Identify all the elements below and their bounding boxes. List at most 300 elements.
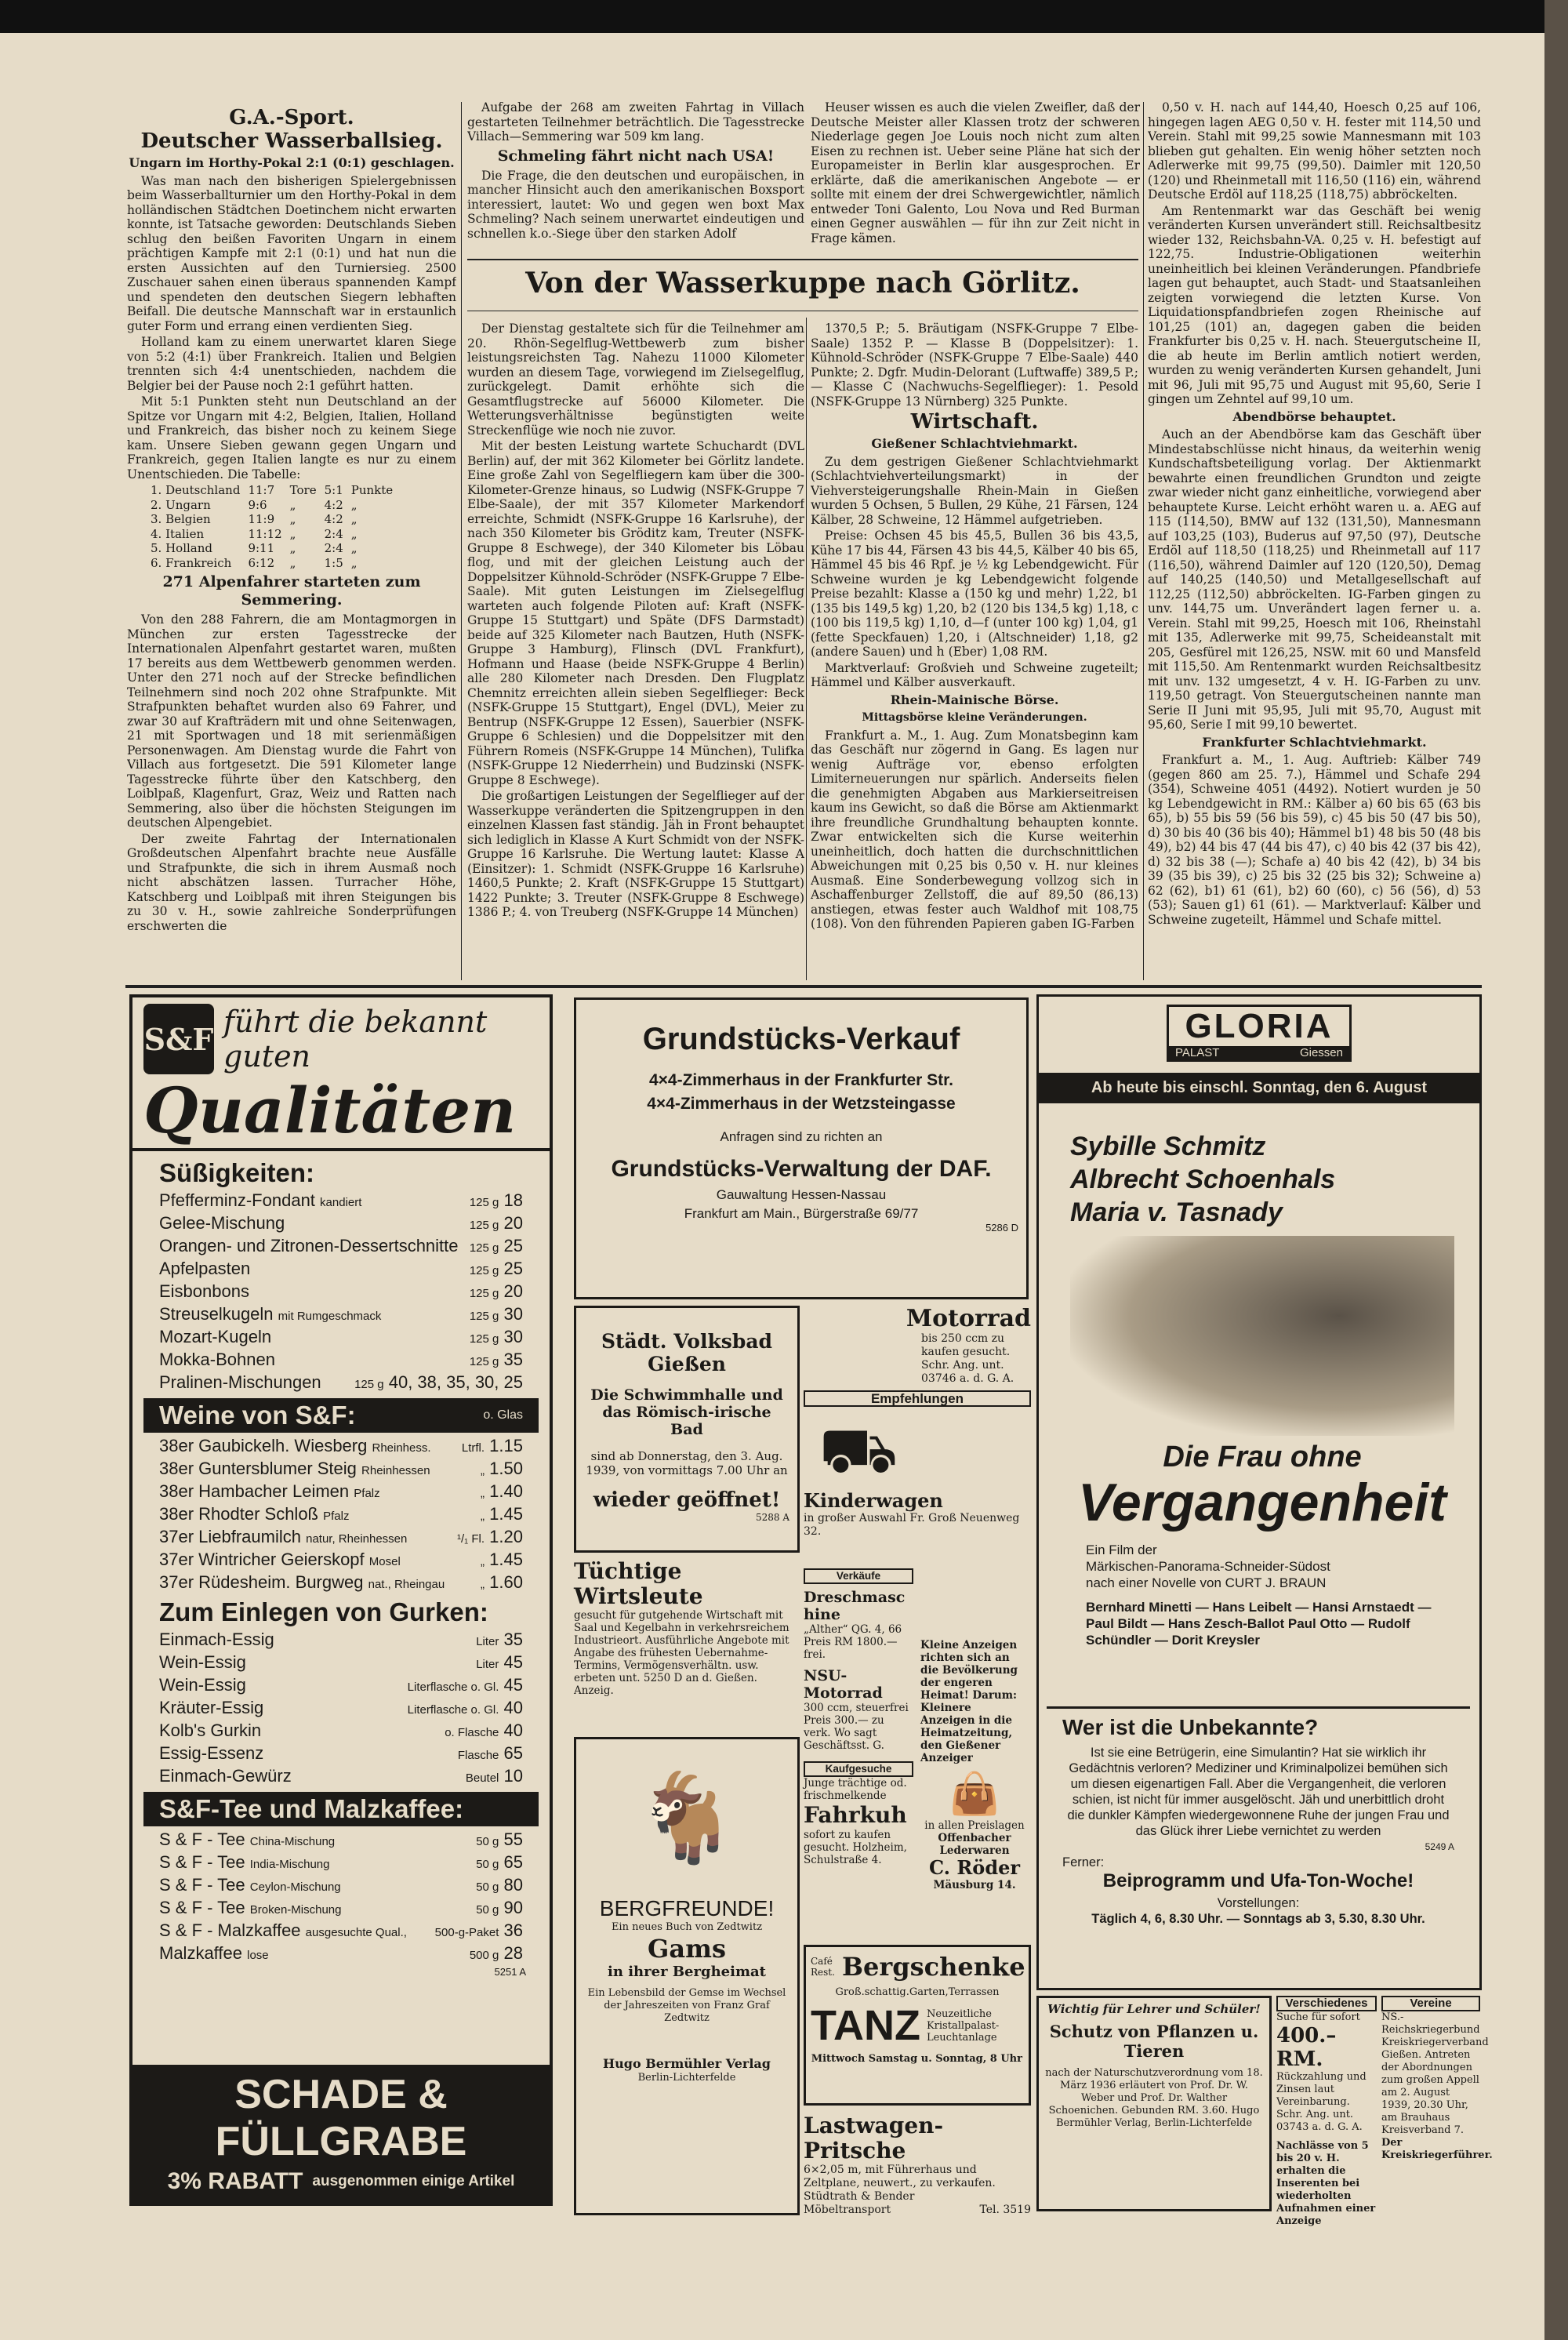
item-unit: 125 g bbox=[469, 1219, 499, 1232]
showtimes: Täglich 4, 6, 8.30 Uhr. — Sonntags ab 3, 5.30, 8.30 Uhr. bbox=[1091, 1912, 1425, 1926]
table-cell: 2. Ungarn bbox=[151, 497, 211, 512]
ad-text: Mäusburg 14. bbox=[933, 1879, 1016, 1891]
ad-text: PALAST bbox=[1175, 1046, 1220, 1059]
sport-column bbox=[127, 106, 456, 980]
item-price: 18 bbox=[503, 1190, 523, 1210]
table-cell: „ bbox=[350, 555, 358, 570]
item-name: Streuselkugeln bbox=[159, 1304, 274, 1324]
ad-lastwagen bbox=[804, 2113, 1031, 2217]
item-price: 40, 38, 35, 30, 25 bbox=[388, 1372, 523, 1392]
price-list bbox=[132, 1156, 550, 1966]
item-note: mit Rumgeschmack bbox=[278, 1310, 382, 1323]
ad-text: 300 ccm, steuerfrei Preis 300.— zu verk. Wo sagt Geschäftsst. G. bbox=[804, 1702, 909, 1752]
item-name: Gelee-Mischung bbox=[159, 1213, 285, 1233]
item-price: 20 bbox=[503, 1213, 523, 1233]
subheadline: Abendbörse behauptet. bbox=[1232, 409, 1396, 424]
item-name: Kolb's Gurkin bbox=[159, 1720, 262, 1740]
section-note: o. Glas bbox=[483, 1408, 523, 1422]
table-cell: Tore bbox=[289, 483, 317, 497]
table-cell: „ bbox=[350, 541, 358, 555]
paragraph: 1370,5 P.; 5. Bräutigam (NSFK-Gruppe 7 Elbe-Saale) 1352 P. — Klasse B (Doppelsitzer): 1. Kühnold-Schröder (NSFK-Gruppe 7 Elbe-Saale) 440 Punkte; 2. Dgfr. Mudin-Delorant (Luftwaffe) 389,5 P.; — Klasse C (Nachwuchs-Segelflieger): 1. Pesold (NSFK-Gruppe 13 Nürnberg) 325 Punkte. bbox=[811, 322, 1138, 409]
item-unit: 500 g bbox=[469, 1949, 499, 1962]
headline-gliding: Von der Wasserkuppe nach Görlitz. bbox=[525, 267, 1080, 300]
ad-text: Möbeltransport bbox=[804, 2204, 891, 2216]
ad-line: Anfragen sind zu richten an bbox=[720, 1129, 883, 1144]
ad-text: Rückzahlung und Zinsen laut Vereinbarung. Schr. Ang. unt. 03743 a. d. G. A. bbox=[1276, 2071, 1367, 2133]
ad-text: Ein Lebensbild der Gemse im Wechsel der Jahreszeiten von Franz Graf Zedtwitz bbox=[587, 1987, 786, 2024]
item-price: 65 bbox=[503, 1852, 523, 1872]
discount-note: ausgenommen einige Artikel bbox=[312, 2173, 515, 2189]
item-unit: 125 g bbox=[469, 1332, 499, 1346]
ad-line: 4×4-Zimmerhaus in der Frankfurter Str. bbox=[648, 1071, 954, 1089]
ad-text: bis 250 ccm zu kaufen gesucht. Schr. Ang. unt. 03746 a. d. G. A. bbox=[921, 1332, 1014, 1385]
paragraph: Der zweite Fahrtag der Internationalen Großdeutschen Alpenfahrt brachte neue Ausfälle und Strafpunkte, die sich in ihrem Ausmaß noch nicht abschätzen lassen. Turracher Höhe, Katschberg und Loiblpaß mit ihren Steigungen bis zu 30 v. H., sowie zahlreiche Sonderprüfungen erschwerten die bbox=[127, 831, 456, 933]
ad-text: Ferner: bbox=[1062, 1855, 1105, 1869]
ad-text: Nachlässe von 5 bis 20 v. H. erhalten die Inserenten bei wiederholten Aufnahmen einer Anzeige bbox=[1276, 2140, 1376, 2227]
item-name: Pralinen-Mischungen bbox=[159, 1372, 321, 1392]
sf-logo: S&F bbox=[143, 1004, 214, 1074]
item-name: 38er Gaubickelh. Wiesberg bbox=[159, 1436, 368, 1455]
economy-column bbox=[811, 322, 1138, 980]
rubric-label: Empfehlungen bbox=[804, 1390, 1031, 1407]
ad-text: in allen Preislagen bbox=[924, 1819, 1025, 1832]
ad-code: 5251 A bbox=[494, 1966, 526, 1978]
ad-title: Städt. Volksbad Gießen bbox=[601, 1330, 773, 1375]
economy-column-2 bbox=[1148, 100, 1481, 980]
item-unit: o. Flasche bbox=[445, 1726, 499, 1739]
paragraph: Was man nach den bisherigen Spielergebnissen beim Wasserballturnier um den Horthy-Pokal in dem holländischen Städtchen Doetinchem nicht erwarten konnte, ist Tatsache geworden: Deutschlands Sieben schlug den beißen Favoriten Ungarn in einem prächtigen Kampfe mit 2:1 (0:1) und hat nun die ersten Aussichten auf den Turniersieg. 2500 Zuschauer sahen einen überaus spannenden Kampf und spendeten den deutschen Siegern lebhaften Beifall. Die deutsche Mannschaft war in erstaunlich guter Form und errang einen verdienten Sieg. bbox=[127, 173, 456, 333]
ad-text: Groß.schattig.Garten,Terrassen bbox=[835, 1986, 1000, 1998]
item-name: 37er Wintricher Geierskopf bbox=[159, 1550, 365, 1569]
sport-continued bbox=[467, 100, 804, 253]
item-price: 25 bbox=[503, 1236, 523, 1255]
ad-text: Ein Film der bbox=[1086, 1542, 1157, 1557]
table-cell: 6. Frankreich bbox=[151, 555, 232, 570]
table-cell: „ bbox=[289, 497, 296, 512]
item-price: 30 bbox=[503, 1304, 523, 1324]
discount: 3% RABATT bbox=[167, 2168, 303, 2194]
supporting-program: Beiprogramm und Ufa-Ton-Woche! bbox=[1102, 1870, 1414, 1891]
ad-code: 5286 D bbox=[985, 1222, 1018, 1234]
rubric-label: Verkäufe bbox=[804, 1568, 913, 1584]
price-row bbox=[132, 1720, 550, 1743]
price-section-title bbox=[132, 1595, 550, 1630]
pram-illustration: ⛟ bbox=[818, 1414, 898, 1487]
price-row bbox=[132, 1504, 550, 1527]
price-row bbox=[132, 1304, 550, 1327]
price-row bbox=[132, 1190, 550, 1213]
price-row bbox=[132, 1743, 550, 1766]
section-title: Zum Einlegen von Gurken: bbox=[159, 1597, 488, 1626]
paragraph: Der Dienstag gestaltete sich für die Teilnehmer am 20. Rhön-Segelflug-Wettbewerb zum bisher leistungsreichsten Tag. Nahezu 11000 Kilometer wurden an diesem Tage, vorwiegend im Zielsegelflug, zurückgelegt. Damit erhöhte sich die Gesamtflugstrecke auf 56000 Kilometer. Die Wetterungsverhältnisse begünstigten weite Streckenflüge wie noch nie zuvor. bbox=[467, 322, 804, 438]
item-unit: „ bbox=[481, 1487, 485, 1500]
table-cell: 1. Deutschland bbox=[151, 483, 241, 497]
item-price: 1.45 bbox=[489, 1550, 523, 1569]
price-row bbox=[132, 1327, 550, 1350]
item-unit: 50 g bbox=[476, 1903, 499, 1917]
item-name: 38er Rhodter Schloß bbox=[159, 1504, 318, 1524]
price-row bbox=[132, 1898, 550, 1920]
table-cell: 4:2 bbox=[324, 512, 343, 526]
item-note: Rheinhessen bbox=[361, 1464, 430, 1477]
ad-text: Vorstellungen: bbox=[1217, 1896, 1300, 1910]
ad-text: Café Rest. bbox=[811, 1956, 835, 1978]
table-cell: Punkte bbox=[350, 483, 394, 497]
headline: 271 Alpenfahrer starteten zum Semmering. bbox=[162, 573, 421, 609]
paragraph: Holland kam zu einem unerwartet klaren Siege von 5:2 (4:1) über Frankreich. Italien und Belgien trennten sich 4:4 unentschieden, nachdem die Belgier bei der Pause noch 2:1 geführt hatten. bbox=[127, 335, 456, 393]
headline: Schmeling fährt nicht nach USA! bbox=[497, 147, 775, 165]
table-cell: 5. Holland bbox=[151, 541, 212, 555]
ad-title: C. Röder bbox=[928, 1856, 1021, 1879]
item-unit: 125 g bbox=[469, 1264, 499, 1277]
ad-line: Frankfurt am Main., Bürgerstraße 69/77 bbox=[684, 1206, 919, 1221]
item-unit: „ bbox=[481, 1464, 485, 1477]
ad-line: Die Schwimmhalle und das Römisch-irische Bad bbox=[590, 1386, 783, 1438]
ad-text: Kleine Anzeigen richten sich an die Bevölkerung der engeren Heimat! Darum: Kleinere Anzeigen in die Heimatzeitung, den Gießener Anzeiger bbox=[920, 1639, 1018, 1764]
item-price: 20 bbox=[503, 1281, 523, 1301]
item-price: 55 bbox=[503, 1829, 523, 1849]
section-kicker: G.A.-Sport. bbox=[229, 106, 354, 129]
price-row bbox=[132, 1459, 550, 1481]
ad-text: Der Kreiskriegerführer. bbox=[1381, 2137, 1493, 2161]
ad-title: Offenbacher Lederwaren bbox=[938, 1832, 1011, 1857]
ad-volksbad bbox=[574, 1306, 800, 1553]
paragraph: Frankfurt a. M., 1. Aug. Zum Monatsbeginn kam das Geschäft nur zögernd in Gang. Es lagen nur wenig Aufträge vor, ebenso erfolgten Limiterneuerungen nur spärlich. Anderseits fielen die genehmigten Abgaben aus Markierseitreisen kaum ins Gewicht, so daß die Börse am Aktienmarkt ihre freundliche Grundhaltung behaupten konnte. Zwar entwickelten sich die Kurse weiterhin uneinheitlich, doch hatten die durchschnittlichen Abweichungen mit 0,25 bis 0,50 v. H. nur kleines Ausmaß. Eine Sonderbewegung vollzog sich in Aschaffenburger Zellstoff, die auf 89,50 (86,13) anstiegen, etwas fester auch Waldhof mit 108,75 (108). Von den führenden Papieren gaben IG-Farben bbox=[811, 728, 1138, 931]
rubric-label: Vereine bbox=[1381, 1996, 1480, 2011]
publisher: Hugo Bermühler Verlag bbox=[603, 2056, 771, 2071]
sport-continued-2 bbox=[811, 100, 1140, 253]
item-note: India-Mischung bbox=[249, 1858, 330, 1871]
item-unit: 125 g bbox=[469, 1287, 499, 1300]
price-section-title bbox=[143, 1792, 539, 1826]
small-ads-column bbox=[804, 1306, 1031, 1539]
price-row bbox=[132, 1527, 550, 1550]
item-price: 25 bbox=[503, 1259, 523, 1278]
item-unit: ¹/₁ Fl. bbox=[456, 1532, 485, 1546]
item-price: 35 bbox=[503, 1630, 523, 1649]
small-ads-right bbox=[920, 1639, 1029, 1891]
table-cell: 1:5 bbox=[324, 555, 343, 570]
item-unit: „ bbox=[481, 1555, 485, 1568]
item-name: Kräuter-Essig bbox=[159, 1698, 264, 1717]
ad-text: Giessen bbox=[1299, 1046, 1343, 1059]
ad-title: BERGFREUNDE! bbox=[599, 1896, 775, 1920]
section-title: Weine von S&F: bbox=[159, 1401, 356, 1430]
ad-grundstuecks-verkauf bbox=[574, 997, 1029, 1299]
tagline: Wer ist die Unbekannte? bbox=[1062, 1715, 1319, 1739]
standings-table bbox=[151, 483, 401, 570]
table-cell: 5:1 bbox=[324, 483, 343, 497]
paragraph: Aufgabe der 268 am zweiten Fahrtag in Villach gestarteten Teilnehmer beträchtlich. Die Tagesstrecke Villach—Semmering war 509 km lang. bbox=[467, 100, 804, 144]
star-name: Maria v. Tasnady bbox=[1070, 1197, 1283, 1227]
price-row bbox=[132, 1572, 550, 1595]
table-cell: 11:12 bbox=[248, 526, 282, 541]
cast-list: Bernhard Minetti — Hans Leibelt — Hansi Arnstaedt — Paul Bildt — Hans Zesch-Ballot Paul Otto — Rudolf Schündler — Dorit Kreysler bbox=[1086, 1600, 1432, 1648]
price-row bbox=[132, 1350, 550, 1372]
paragraph: Frankfurt a. M., 1. Aug. Auftrieb: Kälber 749 (gegen 860 am 25. 7.), Hämmel und Schafe 294 (354), Schweine 4051 (4492). Notiert wurden je 50 kg Lebendgewicht in RM.: Kälber a) 60 bis 65 (63 bis 65), b) 55 bis 59 (56 bis 59), c) 45 bis 50 (47 bis 50), d) 30 bis 40 (36 bis 40); Hämmel b1) 48 bis 50 (48 bis 49), b2) 44 bis 47 (44 bis 47), c) 40 bis 42 (37 bis 42), d) 32 bis 38 (—); Schafe a) 40 bis 42 (42), b) 34 bis 39 (35 bis 39), c) 25 bis 32 (25 bis 32); Schweine a) 62 (62), b1) 61 (61), b2) 60 (60), c) 56 (56), d) 53 (53); Sauen g1) 61 (61). — Marktverlauf: Kälber und Schweine zugeteilt, Hämmel und Schafe mittel. bbox=[1148, 753, 1481, 927]
item-name: S & F - Tee bbox=[159, 1898, 245, 1917]
ad-text: NS.-Reichskriegerbund Kreiskriegerverband Gießen. Antreten der Abordnungen zum großen Appell am 2. August 1939, 20.30 Uhr, am Brauhaus Kreisverband 7. bbox=[1381, 2011, 1489, 2136]
item-note: Rheinhess. bbox=[372, 1441, 431, 1455]
ad-tagline: führt die bekannt guten bbox=[223, 1005, 488, 1074]
ad-pflanzen-buch bbox=[1036, 1996, 1272, 2211]
ad-text: Märkischen-Panorama-Schneider-Südost bbox=[1086, 1559, 1330, 1574]
item-name: Wein-Essig bbox=[159, 1675, 246, 1695]
item-name: S & F - Tee bbox=[159, 1875, 245, 1895]
table-cell: „ bbox=[350, 512, 358, 526]
ad-text: nach der Naturschutzverordnung vom 18. März 1936 erläutert von Prof. Dr. W. Weber und Prof. Dr. Walther Schoenichen. Gebunden RM. 3.60. Hugo Bermühler Verlag, Berlin-Lichterfelde bbox=[1045, 2067, 1263, 2129]
ad-title: Tüchtige Wirtsleute bbox=[574, 1558, 703, 1609]
item-price: 36 bbox=[503, 1920, 523, 1940]
item-name: 37er Liebfraumilch bbox=[159, 1527, 301, 1546]
book-subtitle: in ihrer Bergheimat bbox=[608, 1964, 766, 1980]
item-unit: 50 g bbox=[476, 1880, 499, 1894]
item-note: lose bbox=[247, 1949, 269, 1962]
item-name: 38er Guntersblumer Steig bbox=[159, 1459, 357, 1478]
table-cell: „ bbox=[350, 526, 358, 541]
ad-schade-fuellgrabe bbox=[129, 994, 553, 2206]
price-row bbox=[132, 1652, 550, 1675]
item-note: Broken-Mischung bbox=[249, 1903, 342, 1917]
star-name: Albrecht Schoenhals bbox=[1070, 1165, 1336, 1194]
item-unit: 50 g bbox=[476, 1835, 499, 1848]
item-name: S & F - Tee bbox=[159, 1829, 245, 1849]
item-note: natur, Rheinhessen bbox=[306, 1532, 408, 1546]
ad-text: „Alther“ QG. 4, 66 Preis RM 1800.— frei. bbox=[804, 1623, 902, 1661]
price-row bbox=[132, 1875, 550, 1898]
ad-bergschenke bbox=[804, 1945, 1031, 2106]
price-row bbox=[132, 1481, 550, 1504]
item-price: 1.40 bbox=[489, 1481, 523, 1501]
paragraph: Von den 288 Fahrern, die am Montagmorgen in München zur ersten Tagesstrecke der Internationalen Alpenfahrt gestartet waren, mußten 17 bereits aus dem Wettbewerb genommen werden. Unter den 271 noch auf der Strecke befindlichen Teilnehmern sind noch 202 ohne Strafpunkte. Mit Strafpunkten behaftet wurden also 69 Fahrer, und zwar 30 auf Krafträdern mit und ohne Seitenwagen, 21 mit Sportwagen und 18 mit serienmäßigen Personenwagen. Am Dienstag wurde die Fahrt von Villach aus fortgesetzt. Die 591 Kilometer lange Tagesstrecke führte über den Katschberg, den Loiblpaß, Klagenfurt, Graz, Weiz und Ratten nach Semmering, also über die höchsten Steigungen im deutschen Alpengebiet. bbox=[127, 612, 456, 830]
handbag-icon: 👜 bbox=[949, 1771, 1000, 1818]
ad-title: Kinderwagen bbox=[804, 1489, 943, 1512]
item-note: ausgesuchte Qual., bbox=[305, 1926, 407, 1939]
item-price: 90 bbox=[503, 1898, 523, 1917]
item-name: Mozart-Kugeln bbox=[159, 1327, 272, 1346]
ad-text: Ein neues Buch von Zedtwitz bbox=[611, 1921, 763, 1933]
headline: Deutscher Wasserballsieg. bbox=[140, 129, 443, 153]
ad-text: Suche für sofort bbox=[1276, 2011, 1360, 2023]
price-row bbox=[132, 1213, 550, 1236]
film-illustration bbox=[1070, 1236, 1454, 1436]
item-price: 1.45 bbox=[489, 1504, 523, 1524]
ad-headline: Qualitäten bbox=[143, 1074, 517, 1147]
ad-title: Lastwagen-Pritsche bbox=[804, 2113, 944, 2164]
subheadline: Frankfurter Schlachtviehmarkt. bbox=[1202, 734, 1427, 750]
item-unit: Literflasche o. Gl. bbox=[407, 1703, 499, 1717]
item-price: 35 bbox=[503, 1350, 523, 1369]
price-row bbox=[132, 1698, 550, 1720]
item-unit: 125 g bbox=[469, 1241, 499, 1255]
subheadline: Mittagsbörse kleine Veränderungen. bbox=[862, 711, 1087, 724]
price-row bbox=[132, 1630, 550, 1652]
item-unit: Ltrfl. bbox=[461, 1441, 485, 1455]
paragraph: Mit der besten Leistung wartete Schuchardt (DVL Berlin) auf, der mit 362 Kilometer bei Görlitz landete. Eine große Zahl von Segelfliegern kam über die 300-Kilometer-Grenze hinaus, so Ludwig (NSFK-Gruppe 7 Elbe-Saale), der mit 357 Kilometer Markendorf erreichte, Schmidt (NSFK-Gruppe 16 Karlsruhe), der nach 350 Kilometer bis Gröditz kam, Treuter (NSFK-Gruppe 8 Eschwege), der 340 Kilometer bis Löbau flog, und mit der gleichen Leistung auch der Doppelsitzer Kühnold-Schröder (NSFK-Gruppe 7 Elbe-Saale). Mit guten Leistungen im Zielsegelflug warteten auch folgende Piloten auf: Kraft (NSFK-Gruppe 15 Stuttgart) und Späte (DFS Darmstadt) beide auf 325 Kilometer nach Bautzen, Huth (NSFK-Gruppe 3 Hamburg), Flinsch (DVL Frankfurt), Hofmann und Haase (beide NSFK-Gruppe 4 Berlin) alle 280 Kilometer nach Dresden. Den Flugplatz Chemnitz erreichten allein sieben Segelflieger: Beck (NSFK-Gruppe 15 Stuttgart), Engel (DVL), Meier zu Bentrup (NSFK-Gruppe 12 Essen), Sauerbier (NSFK-Gruppe 6 Schlesien) und die Doppelsitzer mit den Führern Romeis (NSFK-Gruppe 14 München), Tulifka (NSFK-Gruppe 12 Niederrhein) und Budzinski (NSFK-Gruppe 8 Eschwege). bbox=[467, 439, 804, 787]
item-name: S & F - Tee bbox=[159, 1852, 245, 1872]
table-cell: 4. Italien bbox=[151, 526, 205, 541]
publisher-city: Berlin-Lichterfelde bbox=[637, 2072, 736, 2084]
section-title: Wirtschaft. bbox=[910, 410, 1039, 434]
ad-title: Bergschenke bbox=[842, 1952, 1025, 1982]
price-section-title bbox=[143, 1398, 539, 1433]
table-row bbox=[151, 556, 401, 571]
item-unit: Literflasche o. Gl. bbox=[407, 1681, 499, 1694]
item-name: Mokka-Bohnen bbox=[159, 1350, 275, 1369]
item-name: Einmach-Gewürz bbox=[159, 1766, 292, 1786]
item-name: Einmach-Essig bbox=[159, 1630, 274, 1649]
ad-text: Neuzeitliche Kristallpalast-Leuchtanlage bbox=[926, 2008, 1000, 2044]
item-price: 30 bbox=[503, 1327, 523, 1346]
item-note: Pfalz bbox=[354, 1487, 380, 1500]
table-cell: 2:4 bbox=[324, 526, 343, 541]
paragraph: Zu dem gestrigen Gießener Schlachtviehmarkt (Schlachtviehverteilungsmarkt) in der Viehversteigerungshalle Rhein-Main in Gießen wurden 5 Ochsen, 5 Bullen, 29 Kühe, 21 Färsen, 124 Kälber, 28 Schweine, 12 Hämmel aufgetrieben. bbox=[811, 454, 1138, 527]
ad-book-gams bbox=[574, 1737, 800, 2215]
book-title: Schutz von Pflanzen u. Tieren bbox=[1049, 2022, 1259, 2061]
ad-text: gesucht für gutgehende Wirtschaft mit Saal und Kegelbahn in verkehrsreichem Industrieort. Ausführliche Angebote mit Angabe des frühesten Uebernahme-Termins, Vermögensverhältn. usw. erbeten unt. 5250 D an d. Gießen. Anzeig. bbox=[574, 1609, 789, 1697]
item-note: Ceylon-Mischung bbox=[249, 1880, 341, 1894]
ad-title: TANZ bbox=[811, 2002, 920, 2049]
price-row bbox=[132, 1943, 550, 1966]
small-ads-left bbox=[804, 1568, 913, 1866]
phone: Tel. 3519 bbox=[979, 2204, 1031, 2216]
item-price: 10 bbox=[503, 1766, 523, 1786]
synopsis: Ist sie eine Betrügerin, eine Simulantin? Hat sie wirklich ihr Gedächtnis verloren? Mediziner und Kriminalpolizei bemühen sich um diesen eigenartigen Fall. Aber die Vergangenheit, die verloren schien, ist nicht für immer ausgelöscht. Jäh und unerbittlich droht die dunkler Kämpfen wiedergewonnene Ruhe der jungen Frau und das Glück ihrer Liebe vernichtet zu werden bbox=[1067, 1746, 1450, 1838]
item-name: Essig-Essenz bbox=[159, 1743, 264, 1763]
subheadline: Ungarn im Horthy-Pokal 2:1 (0:1) geschlagen. bbox=[129, 155, 455, 170]
ad-org: Grundstücks-Verwaltung der DAF. bbox=[611, 1156, 992, 1182]
page-edge bbox=[1544, 0, 1568, 2340]
item-note: Pfalz bbox=[323, 1510, 350, 1523]
item-unit: 125 g bbox=[469, 1355, 499, 1368]
item-name: Malzkaffee bbox=[159, 1943, 242, 1963]
item-note: nat., Rheingau bbox=[368, 1578, 445, 1591]
table-cell: 11:9 bbox=[248, 512, 275, 526]
item-note: kandiert bbox=[320, 1196, 362, 1209]
table-row bbox=[151, 483, 401, 498]
price-row bbox=[132, 1259, 550, 1281]
film-title: Die Frau ohne bbox=[1163, 1441, 1362, 1473]
item-name: Pfefferminz-Fondant bbox=[159, 1190, 315, 1210]
item-name: Wein-Essig bbox=[159, 1652, 246, 1672]
rubric-label: Verschiedenes bbox=[1276, 1996, 1377, 2011]
ad-gloria-palast bbox=[1036, 994, 1482, 1990]
ad-title: Fahrkuh bbox=[804, 1802, 907, 1828]
ad-title: NSU-Motorrad bbox=[804, 1667, 883, 1702]
item-unit: 500-g-Paket bbox=[434, 1926, 499, 1939]
ad-text: nach einer Novelle von CURT J. BRAUN bbox=[1086, 1575, 1327, 1590]
item-unit: 125 g bbox=[469, 1310, 499, 1323]
item-price: 45 bbox=[503, 1675, 523, 1695]
chamois-illustration: 🐐 bbox=[633, 1768, 741, 1868]
ad-text: Mittwoch Samstag u. Sonntag, 8 Uhr bbox=[811, 2053, 1022, 2065]
paragraph: Am Rentenmarkt war das Geschäft bei wenig veränderten Kursen unverändert still. Reichsaltbesitz wieder 132, Reichsbahn-VA. 0,25 v. H. befestigt auf 122,75. Industrie-Obligationen weiterhin uneinheitlich bei kleinen Veränderungen. Pfandbriefe lagen gut behauptet, auch Stadt- und Staatsanleihen zeigten vorwiegend die letzten Kurse. Von Liquidationspfandbriefen zogen Rheinische auf 101,25 (101) an, dagegen gaben die beiden Frankfurter bis 0,25 v. H. nach. Steuergutscheine II, die ab heute im Berlin amtlich notiert werden, wurden zu wenig veränderten Kursen gehandelt, Juni mit 96, Juli mit 95,75 und August mit 95,60, Serie I gingen um Zehntel auf 99,10 um. bbox=[1148, 203, 1481, 406]
item-name: Apfelpasten bbox=[159, 1259, 251, 1278]
table-row bbox=[151, 541, 401, 556]
paragraph: 0,50 v. H. nach auf 144,40, Hoesch 0,25 auf 106, hingegen lagen AEG 0,50 v. H. fester mit 114,50 und Verein. Stahl mit 99,25 sowie Mannesmann mit 103 blieben gut gehalten. Ein wenig höher setzten noch Adlerwerke mit 99,75 (99,50). Daimler mit 120,50 (120) und Rheinmetall mit 116,50 (116) ein, während Deutsche Erdöl auf 118,25 (118,75) abbröckelten. bbox=[1148, 100, 1481, 202]
screening-dates: Ab heute bis einschl. Sonntag, den 6. August bbox=[1039, 1073, 1479, 1103]
ad-wirtsleute bbox=[574, 1559, 800, 1697]
item-unit: 125 g bbox=[469, 1196, 499, 1209]
price-row bbox=[132, 1852, 550, 1875]
table-cell: 3. Belgien bbox=[151, 512, 211, 526]
ad-code: 5288 A bbox=[755, 1512, 789, 1523]
item-price: 1.20 bbox=[489, 1527, 523, 1546]
cinema-logo: GLORIA bbox=[1185, 1007, 1334, 1045]
item-price: 28 bbox=[503, 1943, 523, 1963]
ad-line: Gauwaltung Hessen-Nassau bbox=[716, 1187, 887, 1202]
item-name: 38er Hambacher Leimen bbox=[159, 1481, 350, 1501]
item-name: Eisbonbons bbox=[159, 1281, 249, 1301]
paragraph: Die großartigen Leistungen der Segelflieger auf der Wasserkuppe veränderten die Spitzengruppen in den einzelnen Klassen fast ständig. Jäh in Front behauptet sich lediglich in Klasse A Kurt Schmidt von der NSFK-Gruppe 16 Karlsruhe. Die Wertung lautet: Klasse A (Einsitzer): 1. Schmidt (NSFK-Gruppe 16 Karlsruhe) 1460,5 Punkte; 2. Kraft (NSFK-Gruppe 15 Stuttgart) 1422 Punkte; 3. Treuter (NSFK-Gruppe 8 Eschwege) 1386 P.; 4. von Treuberg (NSFK-Gruppe 14 München) bbox=[467, 789, 804, 919]
table-cell: „ bbox=[350, 497, 358, 512]
ad-text: in großer Auswahl Fr. Groß Neuenweg 32. bbox=[804, 1512, 1020, 1538]
item-note: China-Mischung bbox=[249, 1835, 336, 1848]
star-name: Sybille Schmitz bbox=[1070, 1132, 1266, 1161]
table-row bbox=[151, 527, 401, 542]
table-cell: „ bbox=[289, 512, 296, 526]
price-row bbox=[132, 1920, 550, 1943]
ad-title: Dreschmaschine bbox=[804, 1589, 906, 1623]
book-title: Gams bbox=[648, 1934, 726, 1964]
item-name: 37er Rüdesheim. Burgweg bbox=[159, 1572, 364, 1592]
item-price: 1.15 bbox=[489, 1436, 523, 1455]
price-row bbox=[132, 1281, 550, 1304]
item-unit: 125 g bbox=[354, 1378, 384, 1391]
scan-border bbox=[0, 0, 1568, 33]
item-unit: „ bbox=[481, 1510, 485, 1523]
table-cell: „ bbox=[289, 555, 296, 570]
ad-text: sofort zu kaufen gesucht. Holzheim, Schulstraße 4. bbox=[804, 1829, 907, 1866]
ad-line: 4×4-Zimmerhaus in der Wetzsteingasse bbox=[647, 1095, 956, 1113]
item-unit: „ bbox=[481, 1578, 485, 1591]
paragraph: Auch an der Abendbörse kam das Geschäft über Mindestabschlüsse nicht hinaus, da weiterhin wenig Kundschaftsbeteiligung vorlag. Der Aktienmarkt bewahrte einen freundlichen Grundton und zeigte zwar wieder nicht ganz einheitliche, vorwiegend aber behauptete Kurse. Leicht erhöht waren u. a. AEG auf 115 (114,50), BMW auf 132 (131,50), Mannesmann auf 103,25 (103), Buderus auf 97,50 (97), Deutsche Erdöl auf 118,50 (118,25) und Rheinmetall auf 117 (116,50), während Daimler auf 120 (120,50), Demag auf 140,25 (140,50) und Metallgesellschaft auf 112,25 (112,50) abbröckelten. IG-Farben gingen zu unv. 144,75 um. Unverändert lagen ferner u. a. Verein. Stahl mit 99,25, Hoesch mit 106, Rheinstahl mit 135, Adlerwerke mit 99,75, Scheideanstalt mit 205, Gesfürel mit 126,25, NSW. mit 60 und Mansfeld mit 115,50. Am Rentenmarkt wurden Reichsaltbesitz mit unv. 132 umgesetzt, 4 v. H. IG-Farben zu unv. 119,50 getragt. Von Steuergutscheinen nannte man Serie II Juni mit 95,95, Juli mit 95,70, August mit 95,60, Serie I mit 99,10 bewertet. bbox=[1148, 427, 1481, 732]
table-cell: 6:12 bbox=[248, 555, 275, 570]
amount: 400.– RM. bbox=[1276, 2024, 1337, 2071]
ad-text: Junge trächtige od. frischmelkende bbox=[804, 1777, 907, 1802]
ad-line: sind ab Donnerstag, den 3. Aug. 1939, von vormittags 7.00 Uhr an bbox=[586, 1449, 788, 1477]
item-unit: Liter bbox=[476, 1635, 499, 1648]
price-row bbox=[132, 1766, 550, 1789]
item-unit: Flasche bbox=[457, 1749, 499, 1762]
price-section-title bbox=[132, 1156, 550, 1190]
table-cell: 2:4 bbox=[324, 541, 343, 555]
price-row bbox=[132, 1829, 550, 1852]
section-title: Süßigkeiten: bbox=[159, 1158, 315, 1187]
table-cell: „ bbox=[289, 541, 296, 555]
table-cell: „ bbox=[289, 526, 296, 541]
paragraph: Heuser wissen es auch die vielen Zweifler, daß der Deutsche Meister aller Klassen trotz der schweren Niederlage gegen Joe Louis noch nicht zum alten Eisen zu rechnen ist. Ueber seine Pläne hat sich der Europameister in Berlin klar ausgesprochen. Er erklärte, daß die amerikanischen Angebote — er sollte mit einem der drei Schwergewichtler, nämlich entweder Toni Galento, Lou Nova und Red Burman einen Gegner auswählen — für ihn zur Zeit nicht in Frage kämen. bbox=[811, 100, 1140, 245]
item-price: 40 bbox=[503, 1698, 523, 1717]
table-cell: 4:2 bbox=[324, 497, 343, 512]
table-cell: 9:11 bbox=[248, 541, 275, 555]
item-price: 1.50 bbox=[489, 1459, 523, 1478]
item-note: Mosel bbox=[368, 1555, 401, 1568]
item-price: 80 bbox=[503, 1875, 523, 1895]
table-row bbox=[151, 512, 401, 527]
price-row bbox=[132, 1675, 550, 1698]
paragraph: Die Frage, die den deutschen und europäischen, in mancher Hinsicht auch den amerikanischen Boxsport interessiert, lautet: Wo und gegen wen boxt Max Schmeling? Nach seinem unerwartet eindeutigen und schnellen k.o.-Siege über den starken Adolf bbox=[467, 168, 804, 241]
price-row bbox=[132, 1372, 550, 1395]
film-title: Vergangenheit bbox=[1078, 1473, 1446, 1532]
gliding-article bbox=[467, 322, 804, 980]
item-price: 1.60 bbox=[489, 1572, 523, 1592]
subheadline: Gießener Schlachtviehmarkt. bbox=[871, 436, 1078, 451]
ad-text: 6×2,05 m, mit Führerhaus und Zeltplane, neuwert., zu verkaufen. Stüdtrath & Bender bbox=[804, 2164, 996, 2203]
item-unit: Beutel bbox=[465, 1771, 499, 1785]
item-price: 65 bbox=[503, 1743, 523, 1763]
paragraph: Mit 5:1 Punkten steht nun Deutschland an der Spitze vor Ungarn mit 4:2, Belgien, Italien, Holland und Frankreich, das bisher noch zu keinem Siege kam. Unsere Sieben gewann gegen Ungarn und Frankreich, gegen Italien langte es nur zu einem Unentschieden. Die Tabelle: bbox=[127, 394, 456, 481]
